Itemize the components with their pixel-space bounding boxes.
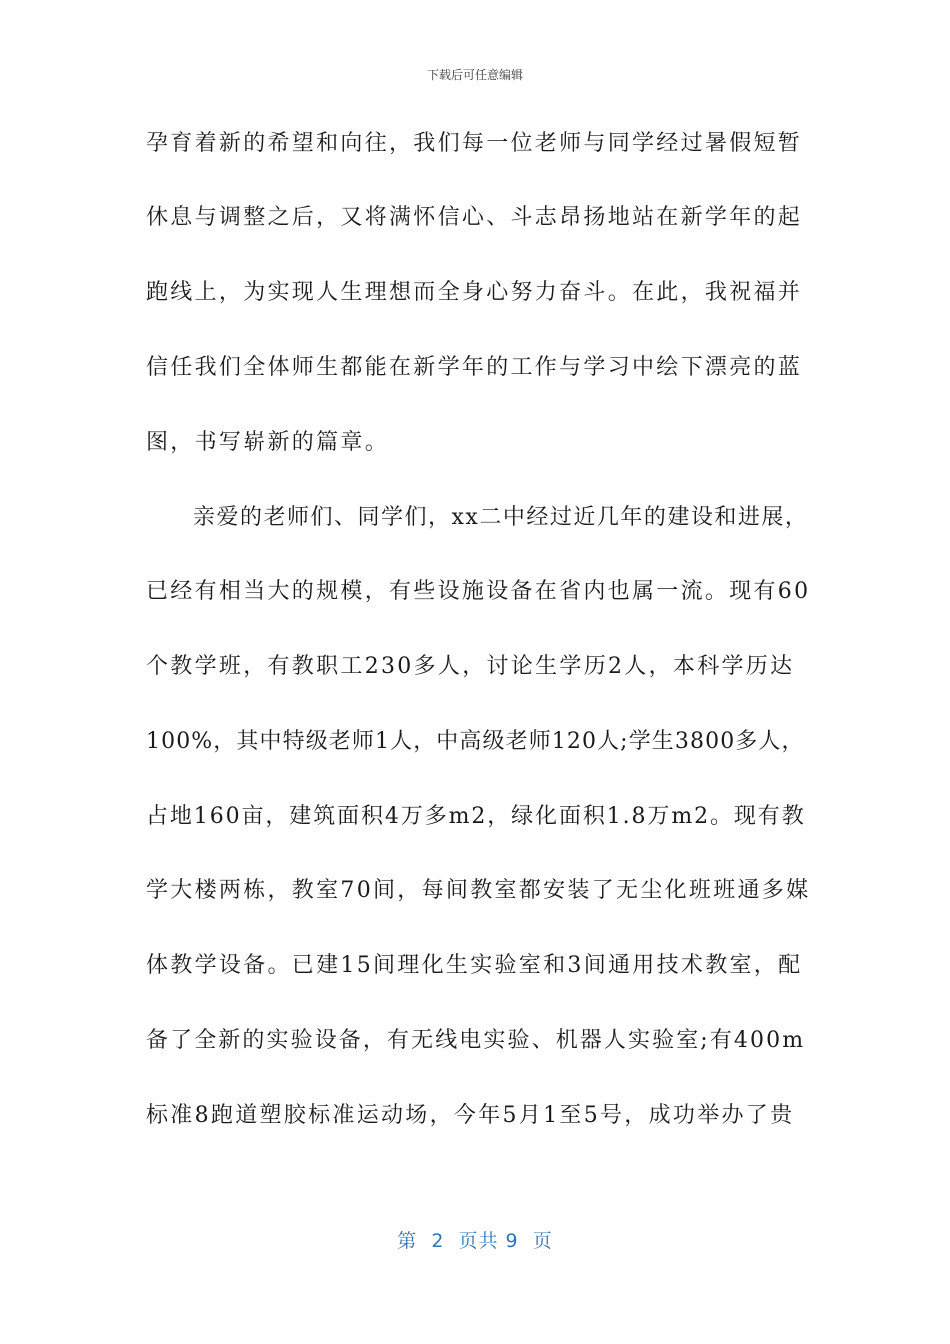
body-line-14: 标准8跑道塑胶标准运动场，今年5月1至5号，成功举办了贵	[146, 1103, 795, 1128]
body-line-7: 已经有相当大的规模，有些设施设备在省内也属一流。现有60	[146, 579, 811, 604]
page-header: 下载后可任意编辑	[426, 68, 523, 82]
body-line-1: 孕育着新的希望和向往，我们每一位老师与同学经过暑假短暂	[146, 131, 803, 156]
body-line-2: 休息与调整之后，又将满怀信心、斗志昂扬地站在新学年的起	[146, 205, 803, 230]
body-line-6: 亲爱的老师们、同学们，xx二中经过近几年的建设和进展，	[146, 505, 809, 530]
body-line-11: 学大楼两栋，教室70间，每间教室都安装了无尘化班班通多媒	[146, 878, 811, 903]
body-line-4: 信任我们全体师生都能在新学年的工作与学习中绘下漂亮的蓝	[146, 355, 803, 380]
body-line-12: 体教学设备。已建15间理化生实验室和3间通用技术教室，配	[146, 953, 803, 978]
body-line-8: 个教学班，有教职工230多人，讨论生学历2人，本科学历达	[146, 654, 795, 679]
body-line-10: 占地160亩，建筑面积4万多m2，绿化面积1.8万m2。现有教	[146, 804, 806, 829]
page-number-footer: 第 2 页共 9 页	[397, 1230, 553, 1252]
body-line-9: 100%，其中特级老师1人，中高级老师120人;学生3800多人，	[146, 729, 805, 754]
body-line-5: 图，书写崭新的篇章。	[146, 430, 390, 455]
body-line-3: 跑线上，为实现人生理想而全身心努力奋斗。在此，我祝福并	[146, 280, 803, 305]
body-line-13: 备了全新的实验设备，有无线电实验、机器人实验室;有400m	[146, 1028, 806, 1053]
